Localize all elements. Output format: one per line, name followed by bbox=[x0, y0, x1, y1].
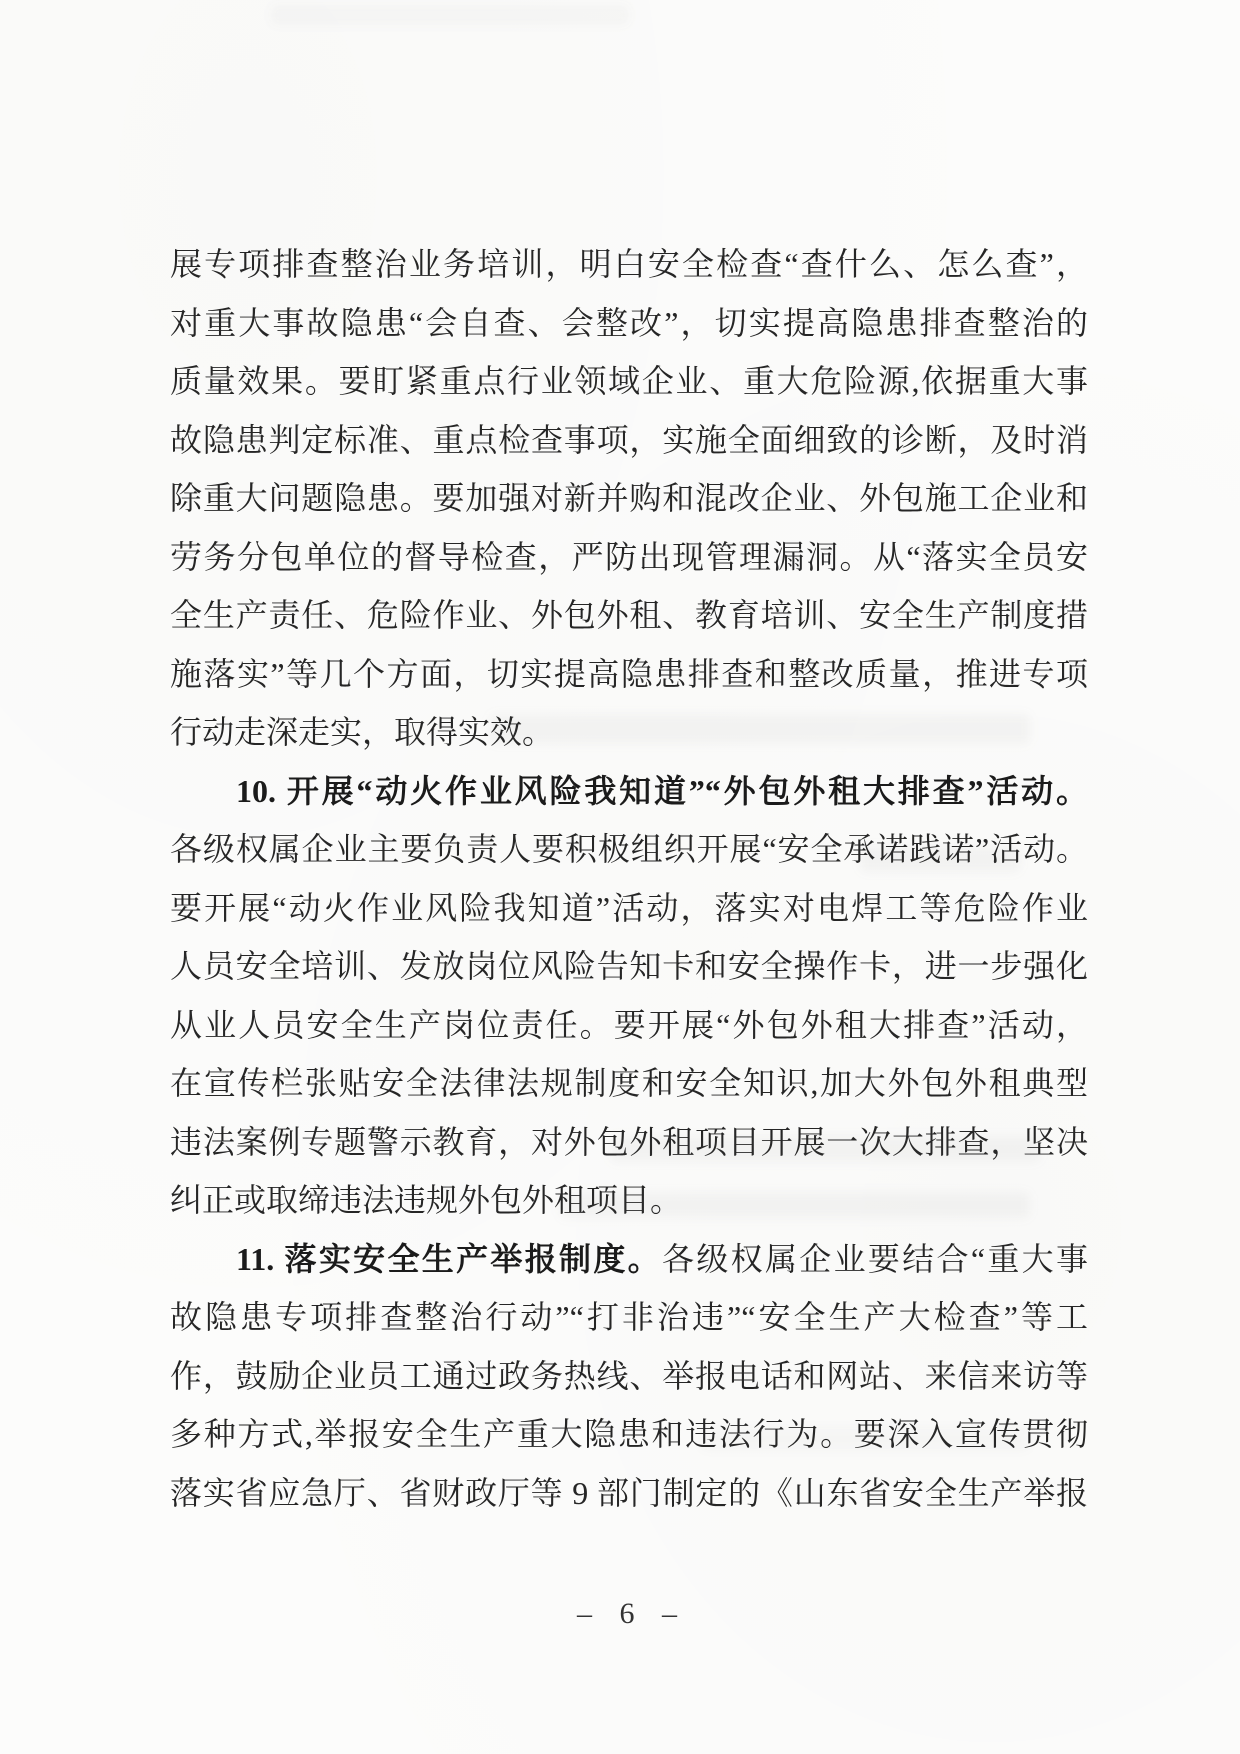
body-text-segment: 作，鼓励企业员工通过政务热线、举报电话和网站、来信来访等 bbox=[170, 1357, 1088, 1394]
text-line bbox=[170, 352, 1088, 411]
body-text-segment: 故隐患专项排查整治行动”“打非治违”“安全生产大检查”等工 bbox=[170, 1299, 1088, 1335]
bold-text-segment: 10. 开展“动火作业风险我知道”“外包外租大排查”活动。 bbox=[236, 772, 1088, 809]
body-text-segment: 除重大问题隐患。要加强对新并购和混改企业、外包施工企业和 bbox=[170, 480, 1088, 516]
body-text-segment: 故隐患判定标准、重点检查事项，实施全面细致的诊断，及时消 bbox=[170, 421, 1088, 458]
text-line bbox=[170, 294, 1088, 353]
body-text-segment: 全生产责任、危险作业、外包外租、教育培训、安全生产制度措 bbox=[170, 597, 1088, 633]
bold-text-segment: 11. 落实安全生产举报制度。 bbox=[236, 1240, 663, 1277]
body-text-segment: 从业人员安全生产岗位责任。要开展“外包外租大排查”活动， bbox=[170, 1006, 1088, 1043]
text-line bbox=[170, 996, 1088, 1055]
text-line bbox=[170, 703, 1088, 762]
scan-artifact bbox=[270, 4, 630, 26]
document-text bbox=[170, 235, 1088, 1522]
text-line bbox=[170, 879, 1088, 938]
text-line bbox=[170, 1288, 1088, 1347]
body-text-segment: 落实省应急厅、省财政厅等 9 部门制定的《山东省安全生产举报 bbox=[170, 1474, 1088, 1511]
text-line bbox=[170, 235, 1088, 294]
text-line bbox=[170, 1347, 1088, 1406]
text-line bbox=[170, 1464, 1088, 1523]
body-text-segment: 对重大事故隐患“会自查、会整改”，切实提高隐患排查整治的 bbox=[170, 304, 1088, 341]
body-text-segment: 人员安全培训、发放岗位风险告知卡和安全操作卡，进一步强化 bbox=[170, 948, 1088, 984]
body-text-segment: 要开展“动火作业风险我知道”活动，落实对电焊工等危险作业 bbox=[170, 889, 1088, 926]
body-text-segment: 施落实”等几个方面，切实提高隐患排查和整改质量，推进专项 bbox=[170, 655, 1088, 692]
text-line bbox=[170, 762, 1088, 821]
text-line bbox=[170, 528, 1088, 587]
text-line bbox=[170, 1230, 1088, 1289]
text-line bbox=[170, 1113, 1088, 1172]
page-number: – 6 – bbox=[577, 1597, 687, 1630]
body-text-segment: 各级权属企业要结合“重大事 bbox=[662, 1240, 1088, 1277]
text-line bbox=[170, 1171, 1088, 1230]
text-line bbox=[170, 1405, 1088, 1464]
body-text-segment: 多种方式,举报安全生产重大隐患和违法行为。要深入宣传贯彻 bbox=[170, 1416, 1088, 1452]
body-text-segment: 各级权属企业主要负责人要积极组织开展“安全承诺践诺”活动。 bbox=[170, 831, 1088, 867]
text-line bbox=[170, 937, 1088, 996]
body-text-segment: 展专项排查整治业务培训，明白安全检查“查什么、怎么查”， bbox=[170, 246, 1088, 282]
text-line bbox=[170, 411, 1088, 470]
body-text-segment: 纠正或取缔违法违规外包外租项目。 bbox=[170, 1182, 683, 1218]
body-text-segment: 行动走深走实，取得实效。 bbox=[170, 714, 555, 750]
text-line bbox=[170, 1054, 1088, 1113]
text-line bbox=[170, 469, 1088, 528]
text-line bbox=[170, 820, 1088, 879]
text-line bbox=[170, 586, 1088, 645]
body-text-segment: 质量效果。要盯紧重点行业领域企业、重大危险源,依据重大事 bbox=[170, 363, 1088, 399]
body-text-segment: 在宣传栏张贴安全法律法规制度和安全知识,加大外包外租典型 bbox=[170, 1065, 1088, 1101]
body-text-segment: 劳务分包单位的督导检查，严防出现管理漏洞。从“落实全员安 bbox=[170, 538, 1088, 575]
text-line bbox=[170, 645, 1088, 704]
body-text-segment: 违法案例专题警示教育，对外包外租项目开展一次大排查，坚决 bbox=[170, 1123, 1088, 1160]
